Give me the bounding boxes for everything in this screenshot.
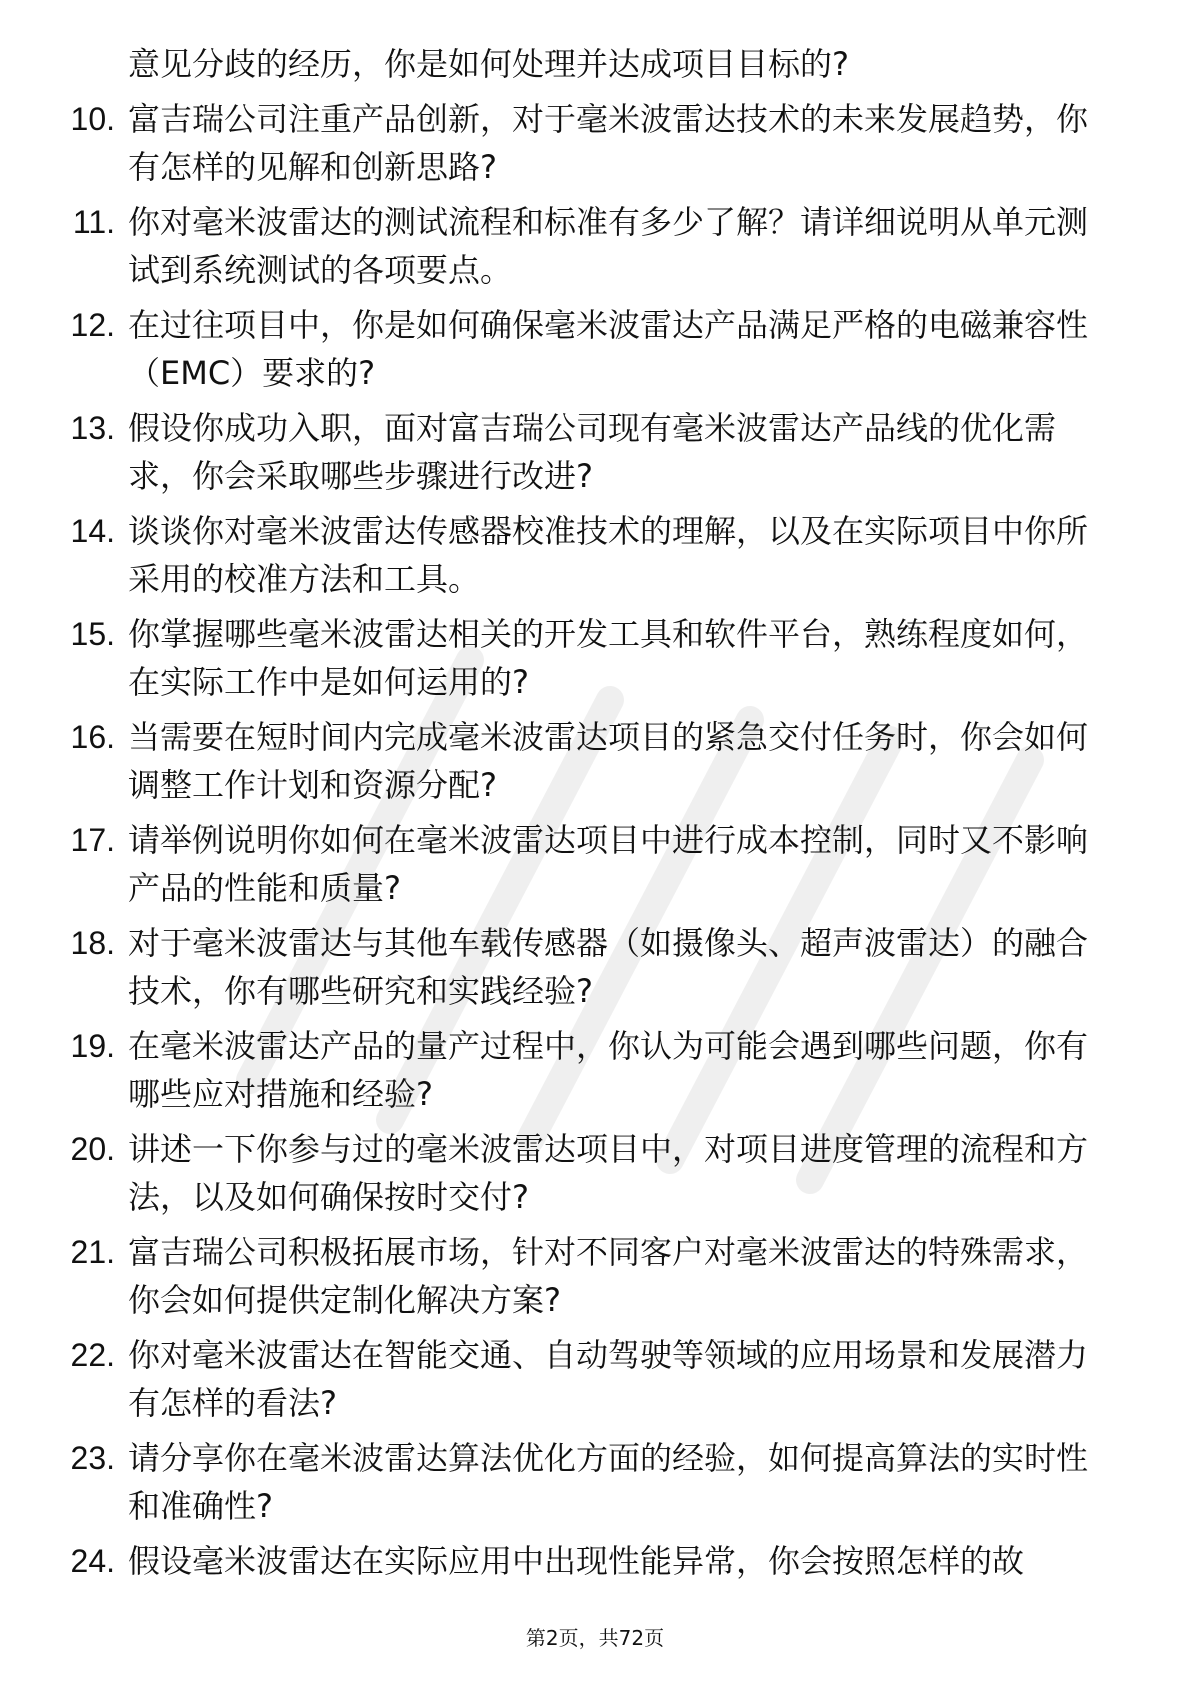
list-item — [0, 198, 1108, 294]
question-number: 13 . — [55, 404, 115, 452]
question-text: 富吉瑞公司积极拓展市场，针对不同客户对毫米波雷达的特殊需求，你会如何提供定制化解决方案? — [128, 1233, 1089, 1319]
list-item — [0, 95, 1108, 191]
list-item — [0, 919, 1108, 1015]
list-item — [0, 301, 1108, 397]
question-text: 在过往项目中，你是如何确保毫米波雷达产品满足严格的电磁兼容性（EMC）要求的? — [128, 306, 1089, 392]
list-item — [0, 1434, 1108, 1530]
question-text: 请举例说明你如何在毫米波雷达项目中进行成本控制，同时又不影响产品的性能和质量? — [128, 821, 1089, 907]
question-number: 24 . — [55, 1537, 115, 1585]
question-number: 15 . — [55, 610, 115, 658]
question-number: 23 . — [55, 1434, 115, 1482]
question-text: 富吉瑞公司注重产品创新，对于毫米波雷达技术的未来发展趋势，你有怎样的见解和创新思路? — [128, 100, 1089, 186]
continued-question-line: 意见分歧的经历，你是如何处理并达成项目目标的? — [128, 45, 849, 83]
list-item — [0, 404, 1108, 500]
list-item — [0, 1228, 1108, 1324]
question-number: 11 . — [55, 198, 115, 246]
question-number: 22 . — [55, 1331, 115, 1379]
list-item — [0, 1125, 1108, 1221]
question-text: 在毫米波雷达产品的量产过程中，你认为可能会遇到哪些问题，你有哪些应对措施和经验? — [128, 1027, 1089, 1113]
question-text: 请分享你在毫米波雷达算法优化方面的经验，如何提高算法的实时性和准确性? — [128, 1439, 1089, 1525]
question-text: 假设你成功入职，面对富吉瑞公司现有毫米波雷达产品线的优化需求，你会采取哪些步骤进行改进? — [128, 409, 1057, 495]
question-text: 你对毫米波雷达在智能交通、自动驾驶等领域的应用场景和发展潜力有怎样的看法? — [128, 1336, 1089, 1422]
question-text: 谈谈你对毫米波雷达传感器校准技术的理解，以及在实际项目中你所采用的校准方法和工具。 — [128, 512, 1089, 598]
question-number: 16 . — [55, 713, 115, 761]
list-item — [0, 1022, 1108, 1118]
question-text: 你对毫米波雷达的测试流程和标准有多少了解？请详细说明从单元测试到系统测试的各项要点。 — [128, 203, 1089, 289]
question-list — [0, 40, 1190, 1592]
page-number-label: 第2页，共72页 — [525, 1626, 665, 1650]
list-item — [0, 1331, 1108, 1427]
list-item — [0, 507, 1108, 603]
question-number: 17 . — [55, 816, 115, 864]
question-number: 21 . — [55, 1228, 115, 1276]
page-footer — [0, 1622, 1190, 1651]
question-text: 假设毫米波雷达在实际应用中出现性能异常，你会按照怎样的故 — [128, 1542, 1025, 1580]
continued-question-text — [0, 40, 1108, 88]
list-item — [0, 1537, 1108, 1585]
question-text: 讲述一下你参与过的毫米波雷达项目中，对项目进度管理的流程和方法，以及如何确保按时交付? — [128, 1130, 1089, 1216]
question-number: 18 . — [55, 919, 115, 967]
question-text: 对于毫米波雷达与其他车载传感器（如摄像头、超声波雷达）的融合技术，你有哪些研究和实践经验? — [128, 924, 1089, 1010]
question-number: 20 . — [55, 1125, 115, 1173]
question-number: 19 . — [55, 1022, 115, 1070]
question-number: 10 . — [55, 95, 115, 143]
list-item — [0, 816, 1108, 912]
list-item — [0, 610, 1108, 706]
question-text: 你掌握哪些毫米波雷达相关的开发工具和软件平台，熟练程度如何，在实际工作中是如何运用的? — [128, 615, 1089, 701]
list-item — [0, 713, 1108, 809]
question-number: 12 . — [55, 301, 115, 349]
question-text: 当需要在短时间内完成毫米波雷达项目的紧急交付任务时，你会如何调整工作计划和资源分配? — [128, 718, 1089, 804]
question-number: 14 . — [55, 507, 115, 555]
